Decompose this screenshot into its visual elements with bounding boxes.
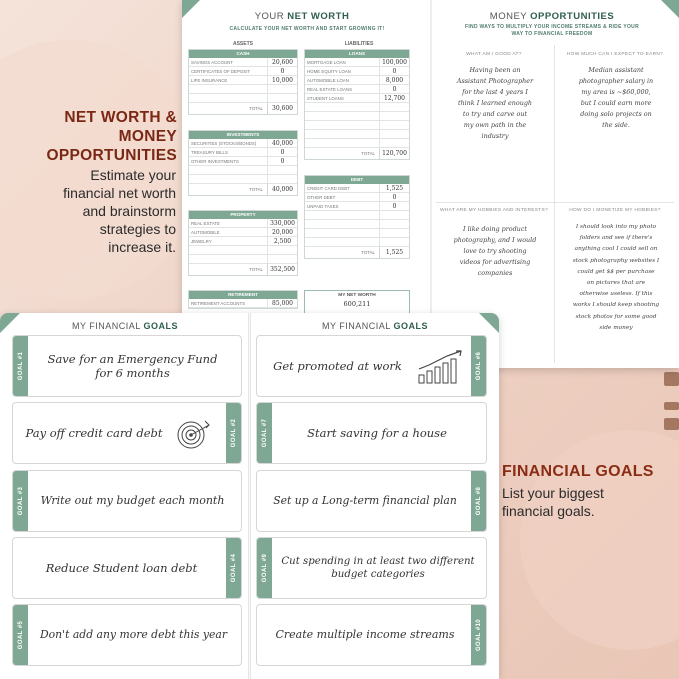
row-value (379, 220, 409, 228)
loans-table (304, 49, 410, 160)
table-row (305, 238, 409, 247)
row-label: LIFE INSURANCE (191, 77, 228, 83)
goal-card (256, 604, 487, 666)
answer-line: for the last 4 years I (462, 88, 528, 96)
answer-good-at (440, 65, 550, 142)
goal-text (28, 471, 237, 531)
goal-line: Reduce Student loan debt (45, 561, 198, 575)
table-row (305, 202, 409, 211)
goal-text (28, 605, 239, 665)
goal-tab (13, 336, 28, 396)
table-row (305, 58, 409, 67)
assets-label: ASSETS (232, 41, 253, 47)
title-bold: OPPORTUNITIES (530, 11, 615, 22)
answer-line: I should look into my photo (575, 224, 657, 230)
feature-title: MONEY (118, 128, 177, 145)
net-worth-label: MY NET WORTH (338, 293, 376, 298)
goal-card (12, 604, 242, 666)
row-value: 85,000 (267, 299, 297, 307)
table-row (305, 220, 409, 229)
answer-line: could get $$ per purchase (577, 268, 655, 275)
table-total (189, 184, 297, 195)
answer-expected-earnings (560, 65, 672, 131)
row-label: HOME EQUITY LOAN (307, 68, 351, 74)
table-header: CASH (189, 50, 297, 58)
total-value: 1,525 (379, 247, 409, 258)
table-row (305, 193, 409, 202)
goal-text (272, 538, 484, 598)
answer-hobbies (440, 224, 550, 279)
row-value: 2,500 (267, 237, 297, 245)
table-header: LOANS (305, 50, 409, 58)
goal-tab (471, 605, 486, 665)
row-value (267, 85, 297, 93)
total-label: TOTAL (249, 106, 263, 111)
title-bold: GOALS (393, 321, 429, 331)
table-row (189, 255, 297, 264)
answer-line: Median assistant (588, 66, 644, 74)
goal-card (256, 537, 487, 599)
answer-line: I like doing product (463, 225, 527, 233)
row-label: REAL ESTATE LOANS (307, 86, 353, 92)
goal-number: GOAL #4 (230, 553, 237, 583)
table-row (189, 58, 297, 67)
table-total (305, 247, 409, 258)
debt-table (304, 175, 410, 259)
bookmark-ribbon (664, 372, 679, 386)
property-table (188, 210, 298, 276)
goal-line: Get promoted at work (273, 359, 402, 373)
row-value: 0 (267, 148, 297, 156)
row-value (379, 103, 409, 111)
answer-line: anything cool I could sell on (574, 246, 658, 253)
cash-table (188, 49, 298, 115)
title-bold: NET WORTH (287, 11, 350, 22)
goal-line: Set up a Long-term financial plan (273, 494, 457, 507)
table-row (305, 229, 409, 238)
row-label: SAVINGS ACCOUNT (191, 59, 233, 65)
goal-card (12, 402, 242, 464)
answer-line: stock photos for some good (575, 313, 657, 320)
table-row (189, 85, 297, 94)
row-label: JEWELRY (191, 238, 212, 244)
row-value: 20,000 (267, 228, 297, 236)
net-worth-value: 600,211 (343, 300, 371, 308)
title-plain: MONEY (489, 11, 527, 22)
row-label: OTHER DEBT (307, 194, 336, 200)
table-row (189, 67, 297, 76)
page-title (20, 321, 230, 331)
goal-card (256, 470, 487, 532)
answer-line: Assistant Photographer (456, 77, 534, 85)
goal-tab (13, 605, 28, 665)
answer-line: doing solo projects on (580, 110, 652, 118)
goal-text (259, 605, 471, 665)
answer-line: on pictures that are (586, 280, 646, 287)
answer-line: the side. (602, 121, 630, 129)
goal-number: GOAL #9 (261, 553, 268, 583)
row-label: RETIREMENT ACCOUNTS (191, 300, 246, 306)
title-plain: MY FINANCIAL (321, 321, 391, 331)
table-row (189, 175, 297, 184)
page-corner-tab (0, 313, 20, 333)
row-label: REAL ESTATE (191, 220, 220, 226)
question-label: HOW DO I MONETIZE MY HOBBIES? (569, 208, 661, 213)
goal-line: Don't add any more debt this year (40, 628, 227, 641)
goal-text (17, 538, 226, 598)
row-value: 1,525 (379, 184, 409, 192)
row-value (379, 211, 409, 219)
table-row (305, 184, 409, 193)
goal-tab (226, 538, 241, 598)
bookmark-ribbon (664, 402, 679, 410)
answer-line: Having been an (469, 66, 521, 74)
row-value (267, 175, 297, 183)
row-value: 0 (379, 202, 409, 210)
spine (248, 313, 251, 679)
goal-line: for 6 months (95, 366, 170, 380)
page-subtitle: WAY TO FINANCIAL FREEDOM (511, 31, 593, 37)
answer-line: love to try shooting (463, 247, 527, 255)
row-label: STUDENT LOANS (307, 95, 344, 101)
row-value: 0 (379, 67, 409, 75)
answer-line: my own path in the (463, 121, 527, 129)
table-row (189, 228, 297, 237)
page-corner-tab (661, 0, 679, 18)
feature-description: List your biggest (502, 485, 604, 501)
row-value (267, 94, 297, 102)
total-label: TOTAL (361, 151, 375, 156)
grid-divider (436, 202, 674, 203)
table-row (189, 94, 297, 103)
feature-description: Estimate your (90, 167, 176, 183)
answer-monetize (558, 222, 674, 334)
feature-title: OPPORTUNITIES (46, 147, 177, 164)
answer-line: companies (477, 269, 513, 277)
goal-text (259, 471, 471, 531)
goals-spread (0, 313, 499, 679)
goal-card (256, 335, 487, 397)
title-plain: YOUR (254, 11, 285, 22)
page-subtitle: FIND WAYS TO MULTIPLY YOUR INCOME STREAMS & RIDE YOUR (465, 24, 639, 30)
row-value (267, 255, 297, 263)
answer-line: otherwise useless. If this (579, 291, 653, 298)
goal-line: Save for an Emergency Fund (47, 352, 218, 366)
table-header: PROPERTY (189, 211, 297, 219)
question-label: HOW MUCH CAN I EXPECT TO EARN? (566, 52, 664, 57)
row-label: UNPAID TAXES (307, 203, 339, 209)
row-value (379, 139, 409, 147)
total-value: 352,500 (267, 264, 297, 275)
total-value: 30,600 (267, 103, 297, 114)
row-value (379, 238, 409, 246)
table-row (189, 157, 297, 166)
feature-description: and brainstorm (82, 203, 176, 219)
row-label: OTHER INVESTMENTS (191, 158, 239, 164)
goal-card (12, 537, 242, 599)
answer-line: side money (599, 324, 633, 331)
feature-description: strategies to (99, 221, 176, 237)
table-row (305, 139, 409, 148)
row-value (379, 112, 409, 120)
answer-line: works I should keep shooting (572, 302, 660, 309)
table-row (305, 130, 409, 139)
feature-description: increase it. (108, 239, 176, 255)
page-corner-tab (182, 0, 200, 18)
goal-card (12, 470, 242, 532)
table-row (189, 166, 297, 175)
row-label: CERTIFICATES OF DEPOSIT (191, 68, 251, 74)
row-value: 20,600 (267, 58, 297, 66)
row-value: 8,000 (379, 76, 409, 84)
goal-line: Start saving for a house (307, 426, 447, 440)
feature-title: FINANCIAL GOALS (502, 463, 654, 480)
table-total (189, 264, 297, 275)
goal-text (28, 336, 237, 396)
row-value (267, 246, 297, 254)
total-value: 40,000 (267, 184, 297, 195)
table-header: RETIREMENT (189, 291, 297, 299)
goal-line: Create multiple income streams (275, 628, 455, 641)
goal-card (12, 335, 242, 397)
table-row (189, 76, 297, 85)
table-row (305, 76, 409, 85)
goal-tab (13, 471, 28, 531)
goal-line: budget categories (331, 569, 425, 580)
table-row (305, 112, 409, 121)
retirement-table (188, 290, 298, 309)
goal-number: GOAL #7 (261, 418, 268, 448)
feature-title: NET WORTH & (64, 109, 177, 126)
table-header: INVESTMENTS (189, 131, 297, 139)
bookmark-ribbon (664, 418, 679, 430)
row-value: 12,700 (379, 94, 409, 102)
row-label: AUTOMOBILE LOAN (307, 77, 349, 83)
question-label: WHAT AM I GOOD AT? (466, 52, 522, 57)
row-value: 0 (267, 157, 297, 165)
target-icon (173, 417, 213, 451)
row-value: 330,000 (267, 219, 297, 227)
table-total (189, 103, 297, 114)
liabilities-label: LIABILITIES (344, 41, 374, 47)
row-value: 40,000 (267, 139, 297, 147)
table-row (305, 85, 409, 94)
row-value: 100,000 (379, 58, 409, 66)
table-row (305, 121, 409, 130)
row-label: AUTOMOBILE (191, 229, 220, 235)
goal-tab (471, 336, 486, 396)
goal-tab (226, 403, 241, 463)
answer-line: folders and see if there's (579, 235, 653, 242)
row-value (267, 166, 297, 174)
row-value (379, 121, 409, 129)
total-value: 120,700 (379, 148, 409, 159)
goal-number: GOAL #2 (230, 418, 237, 448)
answer-line: photography, and I would (453, 236, 537, 244)
answer-line: photographer salary in (578, 77, 654, 85)
answer-line: stock photography websites I (572, 257, 660, 264)
question-label: WHAT ARE MY HOBBIES AND INTERESTS? (439, 208, 549, 213)
goal-text (259, 336, 416, 396)
answer-line: videos for advertising (459, 258, 531, 266)
title-bold: GOALS (143, 321, 179, 331)
table-row (189, 299, 297, 308)
feature-description: financial net worth (63, 185, 176, 201)
table-row (305, 94, 409, 103)
goal-number: GOAL #8 (475, 486, 482, 516)
answer-line: think I learned enough (457, 99, 533, 107)
grid-divider (554, 45, 555, 363)
goal-line: Pay off credit card debt (25, 426, 163, 440)
answer-line: my area is ~$60,000, (581, 88, 651, 96)
row-value (379, 229, 409, 237)
row-label: MORTGAGE LOAN (307, 59, 346, 65)
goal-card (256, 402, 487, 464)
row-value: 0 (379, 85, 409, 93)
page-title (222, 11, 382, 22)
goal-text (17, 403, 171, 463)
table-row (189, 148, 297, 157)
row-label: CREDIT CARD DEBT (307, 185, 350, 191)
answer-line: but I could earn more (580, 99, 652, 107)
goal-tab (257, 538, 272, 598)
growth-chart-icon (417, 349, 467, 385)
table-row (305, 103, 409, 112)
table-row (189, 219, 297, 228)
row-value: 10,000 (267, 76, 297, 84)
table-row (189, 237, 297, 246)
feature-description: financial goals. (502, 503, 595, 519)
table-row (189, 246, 297, 255)
row-value: 0 (379, 193, 409, 201)
answer-line: to try and carve out (462, 110, 528, 118)
table-header: DEBT (305, 176, 409, 184)
total-label: TOTAL (249, 187, 263, 192)
goal-tab (471, 471, 486, 531)
row-value: 0 (267, 67, 297, 75)
page-title (462, 11, 642, 22)
investments-table (188, 130, 298, 196)
goal-number: GOAL #6 (475, 351, 482, 381)
goal-line: Cut spending in at least two different (281, 556, 475, 567)
goal-number: GOAL #1 (17, 351, 24, 381)
total-label: TOTAL (249, 267, 263, 272)
table-row (189, 139, 297, 148)
row-label: SECURITIES (STOCKS/BONDS) (191, 140, 257, 146)
table-total (305, 148, 409, 159)
page-subtitle: CALCULATE YOUR NET WORTH AND START GROWING IT! (229, 26, 385, 32)
page-title (265, 321, 485, 331)
goal-line: Write out my budget each month (40, 494, 225, 507)
total-label: TOTAL (361, 250, 375, 255)
goal-number: GOAL #5 (17, 620, 24, 650)
answer-line: industry (481, 132, 509, 140)
table-row (305, 211, 409, 220)
table-row (305, 67, 409, 76)
row-label: TREASURY BILLS (191, 149, 228, 155)
row-value (379, 130, 409, 138)
goal-number: GOAL #3 (17, 486, 24, 516)
goal-tab (257, 403, 272, 463)
title-plain: MY FINANCIAL (71, 321, 141, 331)
goal-number: GOAL #10 (475, 618, 482, 652)
goal-text (272, 403, 482, 463)
